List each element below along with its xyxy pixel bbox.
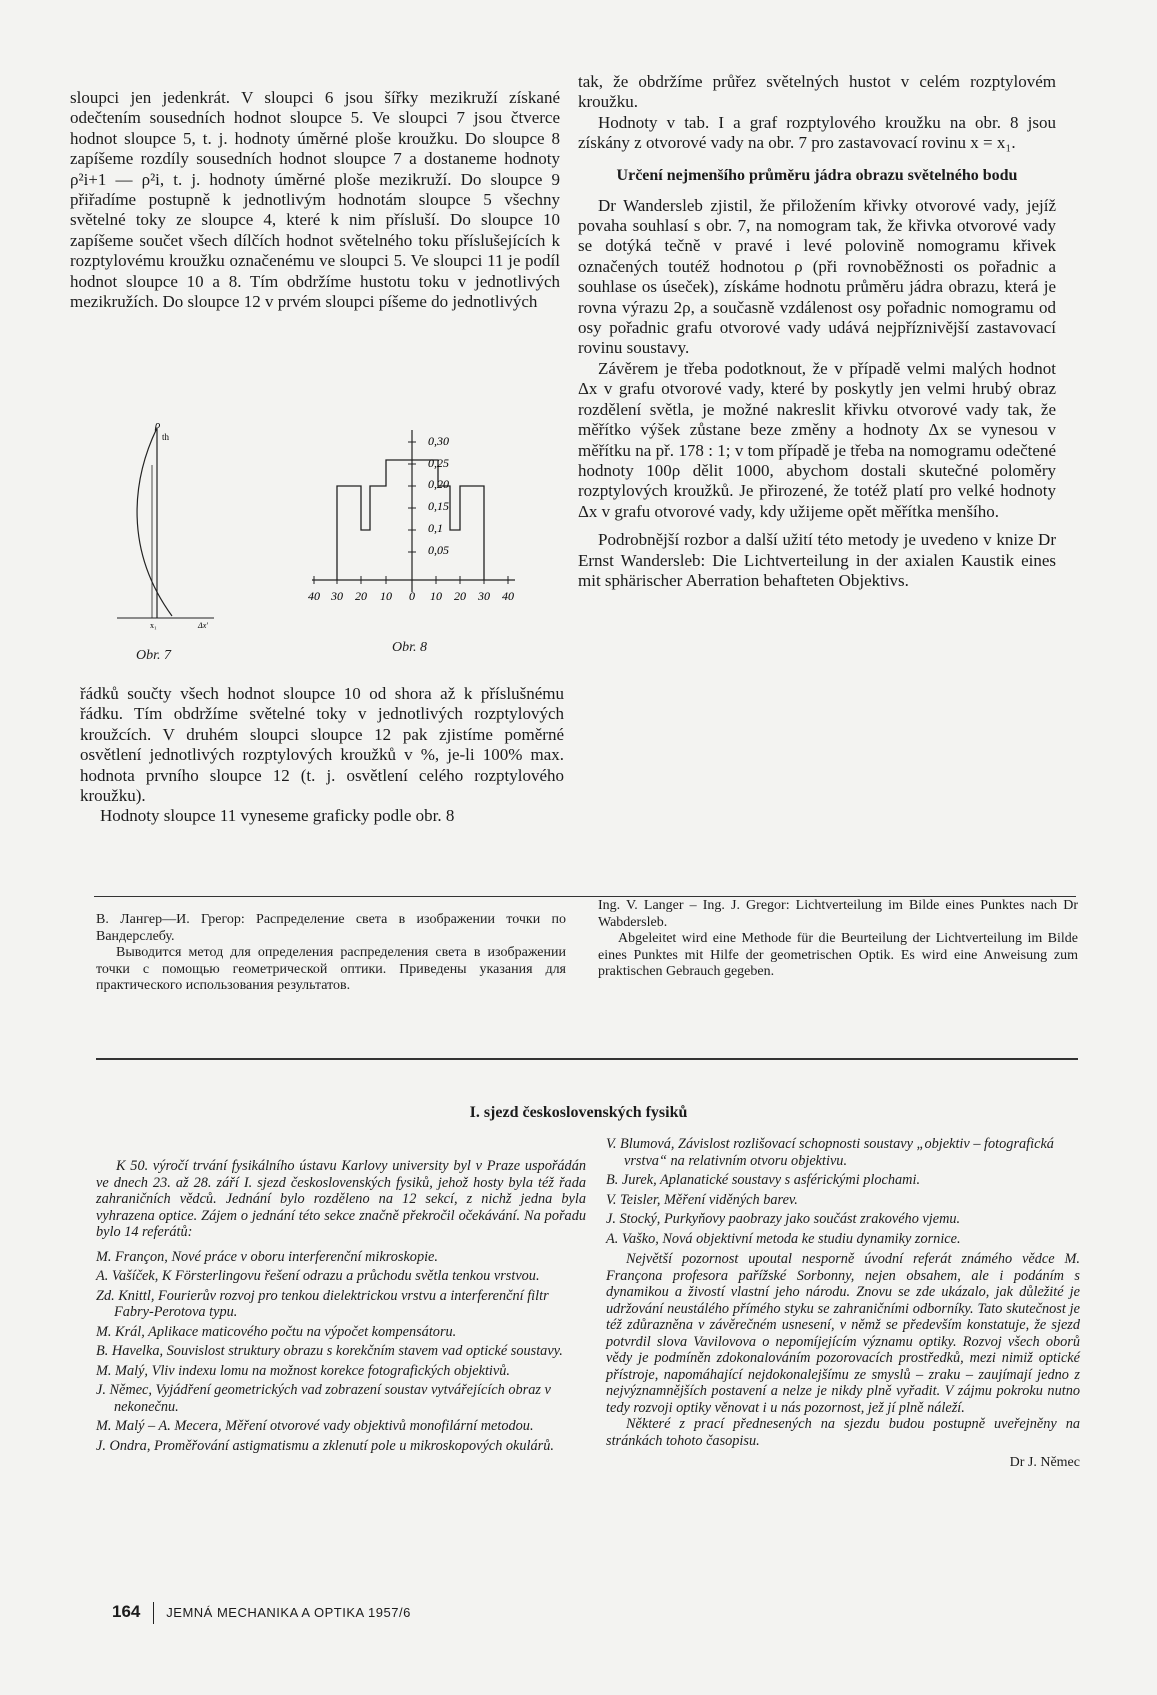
figure-7-caption: Obr. 7	[136, 648, 172, 663]
fig8-xlabel: 20	[454, 589, 466, 603]
reference-item: J. Ondra, Proměřování astigmatismu a zklenutí pole u mikroskopových okulárů.	[96, 1437, 554, 1454]
footer-separator	[153, 1602, 154, 1624]
fig7-label-th: th	[162, 432, 170, 442]
fig7-label-x1: x₁	[150, 621, 157, 630]
reference-item: M. Malý, Vliv indexu lomu na možnost korekce fotografických objektivů.	[96, 1362, 510, 1379]
reference-item: B. Jurek, Aplanatické soustavy s asférickými plochami.	[606, 1172, 921, 1188]
paragraph: Závěrem je třeba podotknout, že v případě velmi malých hodnot Δx v grafu otvorové vady, které by poskytly jen velmi hrubý obraz rozdělení světla, je možné nakreslit křivku otvorové vady tak, že měřítko výšek zůstane beze změny a hodnoty Δx se vynesou v měřítku na př. 178 : 1; v tom případě je třeba na nomogramu odečtené hodnoty 100ρ dělit 1000, abychom dostali skutečné poloměry rozptylových kroužků. Je přirozené, že totéž platí pro velké hodnoty Δx v grafu otvorové vady, kdy užijeme opět měřítka menšího.	[578, 358, 1056, 521]
reference-item: J. Němec, Vyjádření geometrických vad zobrazení soustav vytvářejících obraz v nekonečnu.	[96, 1382, 551, 1415]
abstract-ru-title: В. Лангер—И. Грегор: Распределение света в изображении точки по Вандерслебу.	[96, 912, 566, 944]
abstract-de-text: Abgeleitet wird eine Methode für die Beurteilung der Lichtverteilung im Bilde eines Punktes mit Hilfe der geometrischen Optik. Es wird eine Anweisung zum praktischen Gebrauch gegeben.	[598, 931, 1078, 980]
divider	[96, 1058, 1078, 1060]
paragraph: Dr Wandersleb zjistil, že přiložením křivky otvorové vady, jejíž povaha souhlasí s obr. 7, na nomogram tak, že křivka otvorové vady se dotýká tečně v pravé i levé polovině nomogramu křivek označených toutéž hodnotou ρ (při rovnoběžnosti os pořadnic a souhlase os úseček), získáme hodnotu průměru jádra obrazu, která je rovna výrazu 2ρ, a současně vzdálenost osy pořadnic nomogramu od osy pořadnic grafu otvorové vady udává nejpříznivější zastavovací rovinu soustavy.	[578, 195, 1056, 358]
reference-item: A. Vaško, Nová objektivní metoda ke studiu dynamiky zornice.	[606, 1230, 961, 1247]
conference-closing: Největší pozornost upoutal nesporně úvodní referát známého vědce M. Françona profesora pařížské Sorbonny, nejen obsahem, ale i podáním s dynamikou a živostí vlastní jeho národu. Znovu se zde ukázalo, jak důležité je udržování neustálého přímého styku se zahraničními odborníky. Tato skutečnost je též zdůrazněna v závěrečném usnesení, v němž se především konstatuje, že sjezd potvrdil slova Vavilovova o nepomíjejícím významu optiky. Rozvoj všech oborů vědy je podmíněn zdokonalováním pozorovacích prostředků, mezi nimiž optické přístroje, napomáhající nejdokonalejšímu ze smyslů – zraku – zaujímají jedno z nejvýznamnějších postavení a nelze je nikdy plně vyřadit. V zájmu pokroku nutno tedy rozvoji optiky věnovat i u nás pozornost, jež jí plně náleží.	[606, 1251, 1080, 1416]
conference-closing-2: Některé z prací přednesených na sjezdu budou postupně uveřejněny na stránkách tohoto časopisu.	[606, 1416, 1080, 1449]
reference-item: J. Stocký, Purkyňovy paobrazy jako součást zrakového vjemu.	[606, 1211, 961, 1227]
fig7-label-dx: Δx'	[198, 621, 208, 630]
abstract-german	[598, 898, 1078, 981]
fig8-xlabel: 10	[380, 589, 392, 603]
journal-title: JEMNÁ MECHANIKA A OPTIKA 1957/6	[166, 1605, 411, 1621]
fig8-ylabel: 0,1	[428, 521, 443, 535]
fig8-xlabel: 10	[430, 589, 442, 603]
signature: Dr J. Němec	[1009, 1455, 1080, 1470]
fig8-ylabel: 0,15	[428, 499, 449, 513]
abstract-ru-text: Выводится метод для определения распределения света в изображении точки с помощью геометрической оптики. Приведены указания для практического использования результатов.	[96, 945, 566, 994]
fig8-xlabel: 30	[331, 589, 343, 603]
left-column-bottom	[80, 684, 564, 827]
conference-left-column	[96, 1158, 586, 1457]
figure-8-caption: Obr. 8	[392, 640, 428, 655]
fig8-ylabel: 0,30	[428, 434, 449, 448]
figure-7-aberration-graph	[112, 420, 222, 630]
fig8-ylabel: 0,20	[428, 477, 449, 491]
fig8-xlabel: 40	[502, 589, 514, 603]
conference-right-column	[606, 1136, 1080, 1471]
reference-item: Zd. Knittl, Fourierův rozvoj pro tenkou dielektrickou vrstvu a interferenční filtr Fabry-Perotova typu.	[96, 1287, 549, 1320]
reference-item: M. Françon, Nové práce v oboru interferenční mikroskopie.	[96, 1248, 438, 1265]
right-column	[578, 72, 1056, 591]
fig8-xlabel: 20	[355, 589, 367, 603]
page-footer	[112, 1602, 411, 1624]
reference-item: A. Vašíček, K Försterlingovu řešení odrazu a průchodu světla tenkou vrstvou.	[96, 1268, 540, 1284]
section-heading: Určení nejmenšího průměru jádra obrazu světelného bodu	[616, 166, 1018, 184]
page-number: 164	[112, 1602, 141, 1622]
abstract-russian	[96, 912, 566, 995]
reference-item: V. Blumová, Závislost rozlišovací schopnosti soustavy „objektiv – fotografická vrstva“ na relativním otvoru objektivu.	[606, 1136, 1054, 1169]
fig7-label-rho: ρ	[155, 420, 161, 431]
fig8-xlabel: 0	[409, 589, 415, 603]
conference-title: I. sjezd československých fysiků	[469, 1104, 688, 1121]
paragraph: tak, že obdržíme průřez světelných hustot v celém rozptylovém kroužku.	[578, 72, 1056, 112]
divider	[94, 896, 1076, 897]
fig8-xlabel: 40	[308, 589, 320, 603]
paragraph: Podrobnější rozbor a další užití této metody je uvedeno v knize Dr Ernst Wandersleb: Die Lichtverteilung in der axialen Kaustik eines mit sphärischer Aberration behafteten Objektivs.	[578, 530, 1056, 590]
reference-item: V. Teisler, Měření viděných barev.	[606, 1191, 798, 1208]
left-column-top	[70, 88, 560, 312]
fig8-ylabel: 0,25	[428, 456, 449, 470]
figure-8-scatter-circle-graph	[300, 420, 530, 610]
paragraph: řádků součty všech hodnot sloupce 10 od shora až k příslušnému řádku. Tím obdržíme světelné toky v jednotlivých rozptylových kroužcích. V druhém sloupci sloupce 12 pak zjistíme poměrné osvětlení jednotlivých rozptylových kroužků v %, je-li 100% max. hodnota prvního sloupce 12 (t. j. osvětlení celého rozptylového kroužku).	[80, 684, 564, 806]
paragraph: Hodnoty v tab. I a graf rozptylového kroužku na obr. 8 jsou získány z otvorové vady na obr. 7 pro zastavovací rovinu x = x₁.	[578, 112, 1056, 153]
fig8-xlabel: 30	[478, 589, 490, 603]
abstract-de-title: Ing. V. Langer – Ing. J. Gregor: Lichtverteilung im Bilde eines Punktes nach Dr Wabdersleb.	[598, 898, 1078, 930]
reference-item: M. Malý – A. Mecera, Měření otvorové vady objektivů monofilární metodou.	[96, 1418, 534, 1434]
paragraph: sloupci jen jedenkrát. V sloupci 6 jsou šířky mezikruží získané odečtením sousedních hodnot sloupce 5. Ve sloupci 7 jsou čtverce hodnot sloupce 5, t. j. hodnoty úměrné ploše kroužku. Do sloupce 8 zapíšeme rozdíly sousedních hodnot sloupce 7 a dostaneme hodnoty ρ²i+1 — ρ²i, t. j. hodnoty úměrné ploše mezikruží. Do sloupce 9 přiřadíme postupně k jednotlivým hodnotám sloupce 5 všechny světelné toky ze sloupce 4, které k nim přísluší. Do sloupce 10 zapíšeme součet všech dílčích hodnot světelného toku příslušejících k rozptylovému kroužku označenému ve sloupci 5. Ve sloupci 11 je podíl hodnot sloupce 10 a 8. Tím obdržíme hustotu toku v jednotlivých mezikružích. Do sloupce 12 v prvém sloupci píšeme do jednotlivých	[70, 88, 560, 312]
paragraph: Hodnoty sloupce 11 vyneseme graficky podle obr. 8	[100, 806, 455, 826]
fig8-ylabel: 0,05	[428, 543, 449, 557]
reference-item: M. Král, Aplikace maticového počtu na výpočet kompensátoru.	[96, 1323, 457, 1340]
reference-item: B. Havelka, Souvislost struktury obrazu s korekčním stavem vad optické soustavy.	[96, 1343, 563, 1359]
conference-intro: K 50. výročí trvání fysikálního ústavu Karlovy university byl v Praze uspořádán ve dnech 23. až 28. září I. sjezd československých fysiků, jehož hosty byla též řada zahraničních vědců. Jednání bylo rozděleno na 12 sekcí, z nichž jedna byla vyhrazena optice. Zájem o jednání této sekce značně překročil očekávání. Na pořadu bylo 14 referátů:	[96, 1158, 586, 1240]
